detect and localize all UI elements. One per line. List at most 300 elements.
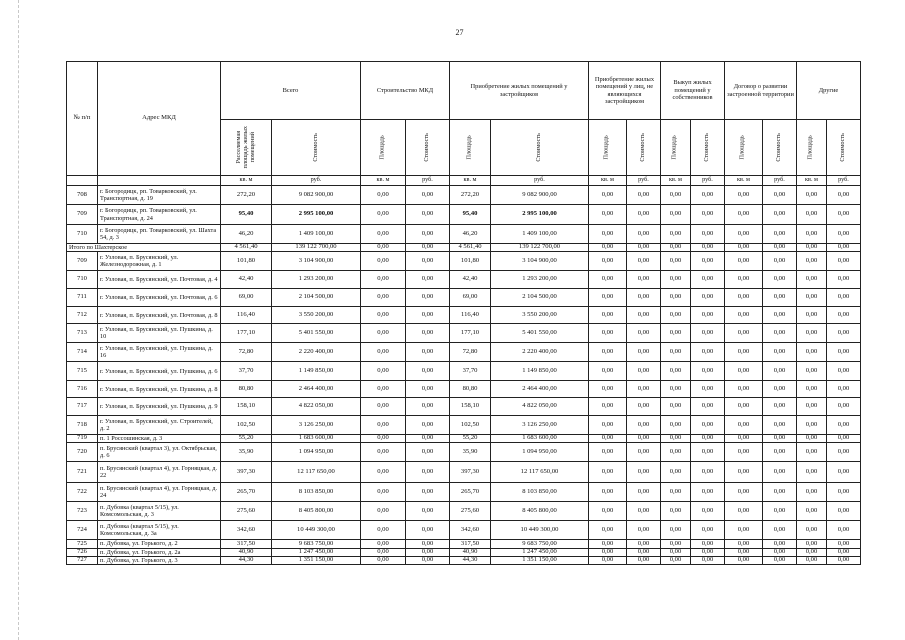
cell-agreement-cost: 0,00 xyxy=(763,540,797,548)
cell-construction-cost: 0,00 xyxy=(406,186,450,205)
subheader-nondeveloper-area: Площадь xyxy=(589,120,627,176)
cell-nondeveloper-area: 0,00 xyxy=(589,462,627,483)
cell-other-area: 0,00 xyxy=(797,540,827,548)
cell-agreement-cost: 0,00 xyxy=(763,521,797,540)
cell-total-area: 177,10 xyxy=(221,324,272,343)
units-nondeveloper-area: кв. м xyxy=(589,176,627,186)
cell-agreement-cost: 0,00 xyxy=(763,252,797,271)
cell-construction-area: 0,00 xyxy=(361,343,406,362)
cell-other-area: 0,00 xyxy=(797,381,827,398)
row-number: 708 xyxy=(67,186,98,205)
cell-buyout-cost: 0,00 xyxy=(691,324,725,343)
cell-other-area: 0,00 xyxy=(797,205,827,225)
cell-agreement-area: 0,00 xyxy=(725,225,763,244)
cell-buyout-area: 0,00 xyxy=(661,540,691,548)
cell-total-area: 72,80 xyxy=(221,343,272,362)
cell-buyout-area: 0,00 xyxy=(661,362,691,381)
cell-developer-area: 55,20 xyxy=(450,435,491,443)
cell-agreement-area: 0,00 xyxy=(725,502,763,521)
table-row xyxy=(67,435,861,443)
cell-developer-area: 272,20 xyxy=(450,186,491,205)
row-number: 727 xyxy=(67,556,98,564)
cell-nondeveloper-area: 0,00 xyxy=(589,252,627,271)
cell-agreement-area: 0,00 xyxy=(725,324,763,343)
cell-agreement-cost: 0,00 xyxy=(763,307,797,324)
cell-other-area: 0,00 xyxy=(797,225,827,244)
cell-other-area: 0,00 xyxy=(797,362,827,381)
cell-construction-area: 0,00 xyxy=(361,435,406,443)
cell-other-area: 0,00 xyxy=(797,435,827,443)
cell-construction-cost: 0,00 xyxy=(406,271,450,289)
subheader-other-cost: Стоимость xyxy=(827,120,861,176)
cell-other-area: 0,00 xyxy=(797,502,827,521)
cell-buyout-cost: 0,00 xyxy=(691,540,725,548)
row-number: 710 xyxy=(67,271,98,289)
row-address: г. Узловая, п. Брусянский, ул. Пушкина, д. 9 xyxy=(98,398,221,416)
cell-total-cost: 3 126 250,00 xyxy=(272,416,361,435)
units-construction-cost: руб. xyxy=(406,176,450,186)
cell-construction-area: 0,00 xyxy=(361,521,406,540)
cell-nondeveloper-area: 0,00 xyxy=(589,502,627,521)
cell-agreement-cost: 0,00 xyxy=(763,548,797,556)
row-number: 718 xyxy=(67,416,98,435)
subtotal-label: Итого по Шахтерское xyxy=(67,244,221,252)
row-address: г. Богородицк, рп. Товарковский, ул. Транспортная, д. 19 xyxy=(98,186,221,205)
cell-total-area: 102,50 xyxy=(221,416,272,435)
table-row xyxy=(67,443,861,462)
cell-nondeveloper-area: 0,00 xyxy=(589,443,627,462)
cell-construction-cost: 0,00 xyxy=(406,307,450,324)
cell-total-area: 42,40 xyxy=(221,271,272,289)
cell-total-cost: 1 247 450,00 xyxy=(272,548,361,556)
cell-construction-cost: 0,00 xyxy=(406,362,450,381)
cell-construction-area: 0,00 xyxy=(361,462,406,483)
cell-agreement-cost: 0,00 xyxy=(763,381,797,398)
header-group-development-agreement: Договор о развитии застроенной территории xyxy=(725,62,797,120)
cell-total-area: 37,70 xyxy=(221,362,272,381)
cell-developer-cost: 2 104 500,00 xyxy=(491,289,589,307)
cell-total-area: 158,10 xyxy=(221,398,272,416)
cell-buyout-area: 0,00 xyxy=(661,502,691,521)
header-num: № п/п xyxy=(67,62,98,176)
cell-developer-area: 4 561,40 xyxy=(450,244,491,252)
cell-other-cost: 0,00 xyxy=(827,244,861,252)
cell-buyout-area: 0,00 xyxy=(661,483,691,502)
cell-developer-area: 80,80 xyxy=(450,381,491,398)
row-number: 723 xyxy=(67,502,98,521)
cell-buyout-area: 0,00 xyxy=(661,307,691,324)
cell-other-area: 0,00 xyxy=(797,244,827,252)
cell-developer-cost: 12 117 650,00 xyxy=(491,462,589,483)
cell-agreement-area: 0,00 xyxy=(725,548,763,556)
cell-construction-area: 0,00 xyxy=(361,271,406,289)
cell-developer-cost: 2 995 100,00 xyxy=(491,205,589,225)
cell-developer-area: 95,40 xyxy=(450,205,491,225)
cell-buyout-area: 0,00 xyxy=(661,556,691,564)
subheader-developer-area: Площадь xyxy=(450,120,491,176)
cell-developer-area: 158,10 xyxy=(450,398,491,416)
cell-buyout-cost: 0,00 xyxy=(691,381,725,398)
subheader-construction-area: Площадь xyxy=(361,120,406,176)
row-address: г. Узловая, п. Брусянский, ул. Строителей, д. 2 xyxy=(98,416,221,435)
cell-other-area: 0,00 xyxy=(797,483,827,502)
cell-buyout-cost: 0,00 xyxy=(691,205,725,225)
cell-developer-cost: 1 409 100,00 xyxy=(491,225,589,244)
cell-developer-area: 69,00 xyxy=(450,289,491,307)
cell-nondeveloper-area: 0,00 xyxy=(589,521,627,540)
row-number: 712 xyxy=(67,307,98,324)
cell-total-area: 275,60 xyxy=(221,502,272,521)
cell-agreement-area: 0,00 xyxy=(725,362,763,381)
cell-agreement-cost: 0,00 xyxy=(763,416,797,435)
cell-other-cost: 0,00 xyxy=(827,502,861,521)
row-number: 725 xyxy=(67,540,98,548)
row-address: п. Дубовка, ул. Горького, д. 2а xyxy=(98,548,221,556)
cell-construction-area: 0,00 xyxy=(361,289,406,307)
cell-buyout-area: 0,00 xyxy=(661,416,691,435)
subheader-construction-cost: Стоимость xyxy=(406,120,450,176)
cell-agreement-cost: 0,00 xyxy=(763,186,797,205)
cell-total-area: 397,30 xyxy=(221,462,272,483)
cell-nondeveloper-area: 0,00 xyxy=(589,225,627,244)
cell-agreement-area: 0,00 xyxy=(725,343,763,362)
cell-developer-cost: 139 122 700,00 xyxy=(491,244,589,252)
cell-total-cost: 12 117 650,00 xyxy=(272,462,361,483)
row-number: 714 xyxy=(67,343,98,362)
cell-total-cost: 5 401 550,00 xyxy=(272,324,361,343)
row-address: г. Узловая, п. Брусянский, ул. Почтовая, д. 4 xyxy=(98,271,221,289)
cell-agreement-cost: 0,00 xyxy=(763,289,797,307)
row-number: 724 xyxy=(67,521,98,540)
cell-other-cost: 0,00 xyxy=(827,381,861,398)
cell-buyout-area: 0,00 xyxy=(661,462,691,483)
cell-buyout-cost: 0,00 xyxy=(691,271,725,289)
row-number: 717 xyxy=(67,398,98,416)
cell-developer-cost: 8 405 800,00 xyxy=(491,502,589,521)
cell-total-cost: 1 409 100,00 xyxy=(272,225,361,244)
cell-nondeveloper-cost: 0,00 xyxy=(627,343,661,362)
cell-agreement-cost: 0,00 xyxy=(763,324,797,343)
table-row xyxy=(67,381,861,398)
cell-buyout-cost: 0,00 xyxy=(691,252,725,271)
cell-agreement-area: 0,00 xyxy=(725,186,763,205)
row-address: п. Брусянский (квартал 3), ул. Октябрьская, д. 6 xyxy=(98,443,221,462)
cell-construction-cost: 0,00 xyxy=(406,324,450,343)
table-row xyxy=(67,462,861,483)
cell-construction-area: 0,00 xyxy=(361,324,406,343)
cell-construction-area: 0,00 xyxy=(361,244,406,252)
cell-nondeveloper-cost: 0,00 xyxy=(627,244,661,252)
subheader-developer-cost: Стоимость xyxy=(491,120,589,176)
cell-developer-area: 42,40 xyxy=(450,271,491,289)
cell-nondeveloper-cost: 0,00 xyxy=(627,540,661,548)
cell-total-area: 55,20 xyxy=(221,435,272,443)
cell-agreement-area: 0,00 xyxy=(725,398,763,416)
cell-nondeveloper-area: 0,00 xyxy=(589,435,627,443)
cell-buyout-cost: 0,00 xyxy=(691,443,725,462)
table-row xyxy=(67,324,861,343)
cell-nondeveloper-area: 0,00 xyxy=(589,398,627,416)
cell-construction-area: 0,00 xyxy=(361,502,406,521)
cell-agreement-cost: 0,00 xyxy=(763,343,797,362)
header-address: Адрес МКД xyxy=(98,62,221,176)
cell-nondeveloper-area: 0,00 xyxy=(589,548,627,556)
row-address: г. Узловая, п. Брусянский, ул. Пушкина, д. 6 xyxy=(98,362,221,381)
cell-nondeveloper-cost: 0,00 xyxy=(627,521,661,540)
cell-agreement-cost: 0,00 xyxy=(763,483,797,502)
cell-construction-area: 0,00 xyxy=(361,548,406,556)
row-number: 713 xyxy=(67,324,98,343)
cell-total-cost: 9 683 750,00 xyxy=(272,540,361,548)
cell-construction-area: 0,00 xyxy=(361,483,406,502)
cell-developer-cost: 3 104 900,00 xyxy=(491,252,589,271)
row-number: 721 xyxy=(67,462,98,483)
cell-buyout-cost: 0,00 xyxy=(691,307,725,324)
cell-nondeveloper-cost: 0,00 xyxy=(627,362,661,381)
units-other-cost: руб. xyxy=(827,176,861,186)
cell-other-area: 0,00 xyxy=(797,548,827,556)
cell-construction-cost: 0,00 xyxy=(406,416,450,435)
units-buyout-cost: руб. xyxy=(691,176,725,186)
cell-nondeveloper-cost: 0,00 xyxy=(627,205,661,225)
table-row xyxy=(67,416,861,435)
cell-other-area: 0,00 xyxy=(797,271,827,289)
cell-construction-area: 0,00 xyxy=(361,205,406,225)
units-nondeveloper-cost: руб. xyxy=(627,176,661,186)
row-number: 709 xyxy=(67,252,98,271)
row-number: 715 xyxy=(67,362,98,381)
cell-total-cost: 2 995 100,00 xyxy=(272,205,361,225)
cell-buyout-cost: 0,00 xyxy=(691,186,725,205)
table-row xyxy=(67,540,861,548)
cell-agreement-area: 0,00 xyxy=(725,521,763,540)
cell-nondeveloper-cost: 0,00 xyxy=(627,186,661,205)
header-group-nondeveloper-purchase: Приобретение жилых помещений у лиц, не являющихся застройщиком xyxy=(589,62,661,120)
table-row xyxy=(67,225,861,244)
cell-nondeveloper-area: 0,00 xyxy=(589,186,627,205)
cell-agreement-area: 0,00 xyxy=(725,540,763,548)
cell-buyout-cost: 0,00 xyxy=(691,289,725,307)
cell-total-cost: 9 082 900,00 xyxy=(272,186,361,205)
row-address: п. Брусянский (квартал 4), ул. Горняцкая, д. 24 xyxy=(98,483,221,502)
cell-construction-cost: 0,00 xyxy=(406,398,450,416)
cell-total-area: 101,80 xyxy=(221,252,272,271)
row-number: 711 xyxy=(67,289,98,307)
subheader-agreement-cost: Стоимость xyxy=(763,120,797,176)
cell-buyout-cost: 0,00 xyxy=(691,556,725,564)
cell-other-area: 0,00 xyxy=(797,343,827,362)
header-row-groups xyxy=(67,62,861,120)
cell-developer-area: 317,50 xyxy=(450,540,491,548)
cell-construction-cost: 0,00 xyxy=(406,548,450,556)
units-other-area: кв. м xyxy=(797,176,827,186)
cell-nondeveloper-cost: 0,00 xyxy=(627,381,661,398)
cell-total-area: 116,40 xyxy=(221,307,272,324)
cell-construction-cost: 0,00 xyxy=(406,540,450,548)
cell-construction-cost: 0,00 xyxy=(406,443,450,462)
subtotal-row xyxy=(67,244,861,252)
cell-other-area: 0,00 xyxy=(797,521,827,540)
header-group-developer-purchase: Приобретение жилых помещений у застройщиков xyxy=(450,62,589,120)
cell-construction-cost: 0,00 xyxy=(406,521,450,540)
cell-construction-cost: 0,00 xyxy=(406,225,450,244)
units-total-area: кв. м xyxy=(221,176,272,186)
cell-agreement-area: 0,00 xyxy=(725,556,763,564)
row-address: г. Узловая, п. Брусянский, ул. Почтовая, д. 8 xyxy=(98,307,221,324)
header-group-buyout: Выкуп жилых помещений у собственников xyxy=(661,62,725,120)
cell-total-area: 4 561,40 xyxy=(221,244,272,252)
cell-construction-area: 0,00 xyxy=(361,186,406,205)
units-developer-area: кв. м xyxy=(450,176,491,186)
row-address: г. Узловая, п. Брусянский, ул. Почтовая, д. 6 xyxy=(98,289,221,307)
cell-nondeveloper-cost: 0,00 xyxy=(627,435,661,443)
cell-construction-area: 0,00 xyxy=(361,398,406,416)
cell-total-area: 272,20 xyxy=(221,186,272,205)
header-group-other: Другие xyxy=(797,62,861,120)
units-construction-area: кв. м xyxy=(361,176,406,186)
cell-buyout-area: 0,00 xyxy=(661,521,691,540)
cell-other-area: 0,00 xyxy=(797,398,827,416)
cell-developer-area: 342,60 xyxy=(450,521,491,540)
cell-buyout-cost: 0,00 xyxy=(691,398,725,416)
cell-total-cost: 1 683 600,00 xyxy=(272,435,361,443)
cell-buyout-cost: 0,00 xyxy=(691,416,725,435)
cell-total-area: 80,80 xyxy=(221,381,272,398)
cell-developer-area: 40,90 xyxy=(450,548,491,556)
cell-buyout-cost: 0,00 xyxy=(691,343,725,362)
cell-buyout-cost: 0,00 xyxy=(691,435,725,443)
cell-agreement-cost: 0,00 xyxy=(763,271,797,289)
table-row xyxy=(67,186,861,205)
table-row xyxy=(67,289,861,307)
cell-agreement-cost: 0,00 xyxy=(763,435,797,443)
cell-developer-cost: 9 683 750,00 xyxy=(491,540,589,548)
cell-construction-cost: 0,00 xyxy=(406,462,450,483)
cell-other-cost: 0,00 xyxy=(827,540,861,548)
subheader-nondeveloper-cost: Стоимость xyxy=(627,120,661,176)
row-address: г. Богородицк, рп. Товарковский, ул. Транспортная, д. 24 xyxy=(98,205,221,225)
cell-other-cost: 0,00 xyxy=(827,556,861,564)
cell-developer-cost: 2 220 400,00 xyxy=(491,343,589,362)
row-number: 720 xyxy=(67,443,98,462)
row-address: г. Узловая, п. Брусянский, ул. Пушкина, д. 8 xyxy=(98,381,221,398)
cell-buyout-area: 0,00 xyxy=(661,435,691,443)
cell-buyout-area: 0,00 xyxy=(661,205,691,225)
cell-other-cost: 0,00 xyxy=(827,362,861,381)
cell-developer-cost: 3 126 250,00 xyxy=(491,416,589,435)
cell-total-cost: 1 149 850,00 xyxy=(272,362,361,381)
cell-buyout-cost: 0,00 xyxy=(691,244,725,252)
cell-developer-cost: 1 247 450,00 xyxy=(491,548,589,556)
cell-construction-cost: 0,00 xyxy=(406,343,450,362)
cell-developer-cost: 3 550 200,00 xyxy=(491,307,589,324)
units-address-blank xyxy=(98,176,221,186)
cell-total-cost: 1 351 150,00 xyxy=(272,556,361,564)
cell-construction-cost: 0,00 xyxy=(406,556,450,564)
table-row xyxy=(67,307,861,324)
cell-nondeveloper-cost: 0,00 xyxy=(627,443,661,462)
cell-developer-area: 265,70 xyxy=(450,483,491,502)
cell-buyout-cost: 0,00 xyxy=(691,483,725,502)
cell-other-cost: 0,00 xyxy=(827,548,861,556)
cell-total-cost: 139 122 700,00 xyxy=(272,244,361,252)
cell-total-cost: 4 822 050,00 xyxy=(272,398,361,416)
cell-developer-cost: 1 351 150,00 xyxy=(491,556,589,564)
cell-other-cost: 0,00 xyxy=(827,186,861,205)
cell-buyout-area: 0,00 xyxy=(661,343,691,362)
cell-nondeveloper-area: 0,00 xyxy=(589,540,627,548)
header-group-total: Всего xyxy=(221,62,361,120)
cell-agreement-area: 0,00 xyxy=(725,416,763,435)
cell-buyout-area: 0,00 xyxy=(661,381,691,398)
cell-agreement-cost: 0,00 xyxy=(763,244,797,252)
cell-buyout-cost: 0,00 xyxy=(691,548,725,556)
cell-nondeveloper-cost: 0,00 xyxy=(627,252,661,271)
cell-other-area: 0,00 xyxy=(797,443,827,462)
cell-buyout-area: 0,00 xyxy=(661,443,691,462)
cell-total-cost: 3 104 900,00 xyxy=(272,252,361,271)
cell-agreement-area: 0,00 xyxy=(725,252,763,271)
cell-other-cost: 0,00 xyxy=(827,225,861,244)
cell-developer-area: 72,80 xyxy=(450,343,491,362)
cell-developer-cost: 1 149 850,00 xyxy=(491,362,589,381)
cell-nondeveloper-cost: 0,00 xyxy=(627,271,661,289)
cell-construction-area: 0,00 xyxy=(361,362,406,381)
subheader-other-area: Площадь xyxy=(797,120,827,176)
cell-developer-cost: 8 103 850,00 xyxy=(491,483,589,502)
cell-nondeveloper-area: 0,00 xyxy=(589,416,627,435)
resettlement-table xyxy=(66,61,861,565)
cell-nondeveloper-area: 0,00 xyxy=(589,343,627,362)
table-row xyxy=(67,398,861,416)
cell-other-area: 0,00 xyxy=(797,416,827,435)
cell-construction-cost: 0,00 xyxy=(406,483,450,502)
cell-agreement-cost: 0,00 xyxy=(763,362,797,381)
cell-developer-area: 397,30 xyxy=(450,462,491,483)
cell-agreement-cost: 0,00 xyxy=(763,443,797,462)
cell-developer-cost: 1 293 200,00 xyxy=(491,271,589,289)
table-row xyxy=(67,252,861,271)
row-number: 726 xyxy=(67,548,98,556)
cell-construction-cost: 0,00 xyxy=(406,289,450,307)
cell-other-cost: 0,00 xyxy=(827,443,861,462)
cell-developer-cost: 2 464 400,00 xyxy=(491,381,589,398)
cell-total-area: 69,00 xyxy=(221,289,272,307)
cell-other-cost: 0,00 xyxy=(827,462,861,483)
cell-developer-area: 275,60 xyxy=(450,502,491,521)
cell-total-cost: 2 220 400,00 xyxy=(272,343,361,362)
cell-agreement-area: 0,00 xyxy=(725,462,763,483)
page-number: 27 xyxy=(455,28,464,37)
row-address: п. 1 Россошинская, д. 3 xyxy=(98,435,221,443)
cell-construction-area: 0,00 xyxy=(361,443,406,462)
cell-other-cost: 0,00 xyxy=(827,289,861,307)
cell-other-cost: 0,00 xyxy=(827,271,861,289)
cell-buyout-area: 0,00 xyxy=(661,244,691,252)
table-row xyxy=(67,343,861,362)
cell-buyout-area: 0,00 xyxy=(661,271,691,289)
cell-developer-area: 116,40 xyxy=(450,307,491,324)
row-address: п. Дубовка, ул. Горького, д. 3 xyxy=(98,556,221,564)
cell-developer-area: 44,30 xyxy=(450,556,491,564)
cell-construction-cost: 0,00 xyxy=(406,205,450,225)
units-buyout-area: кв. м xyxy=(661,176,691,186)
cell-nondeveloper-cost: 0,00 xyxy=(627,548,661,556)
cell-construction-area: 0,00 xyxy=(361,307,406,324)
table-row xyxy=(67,521,861,540)
header-row-units xyxy=(67,176,861,186)
cell-construction-cost: 0,00 xyxy=(406,435,450,443)
